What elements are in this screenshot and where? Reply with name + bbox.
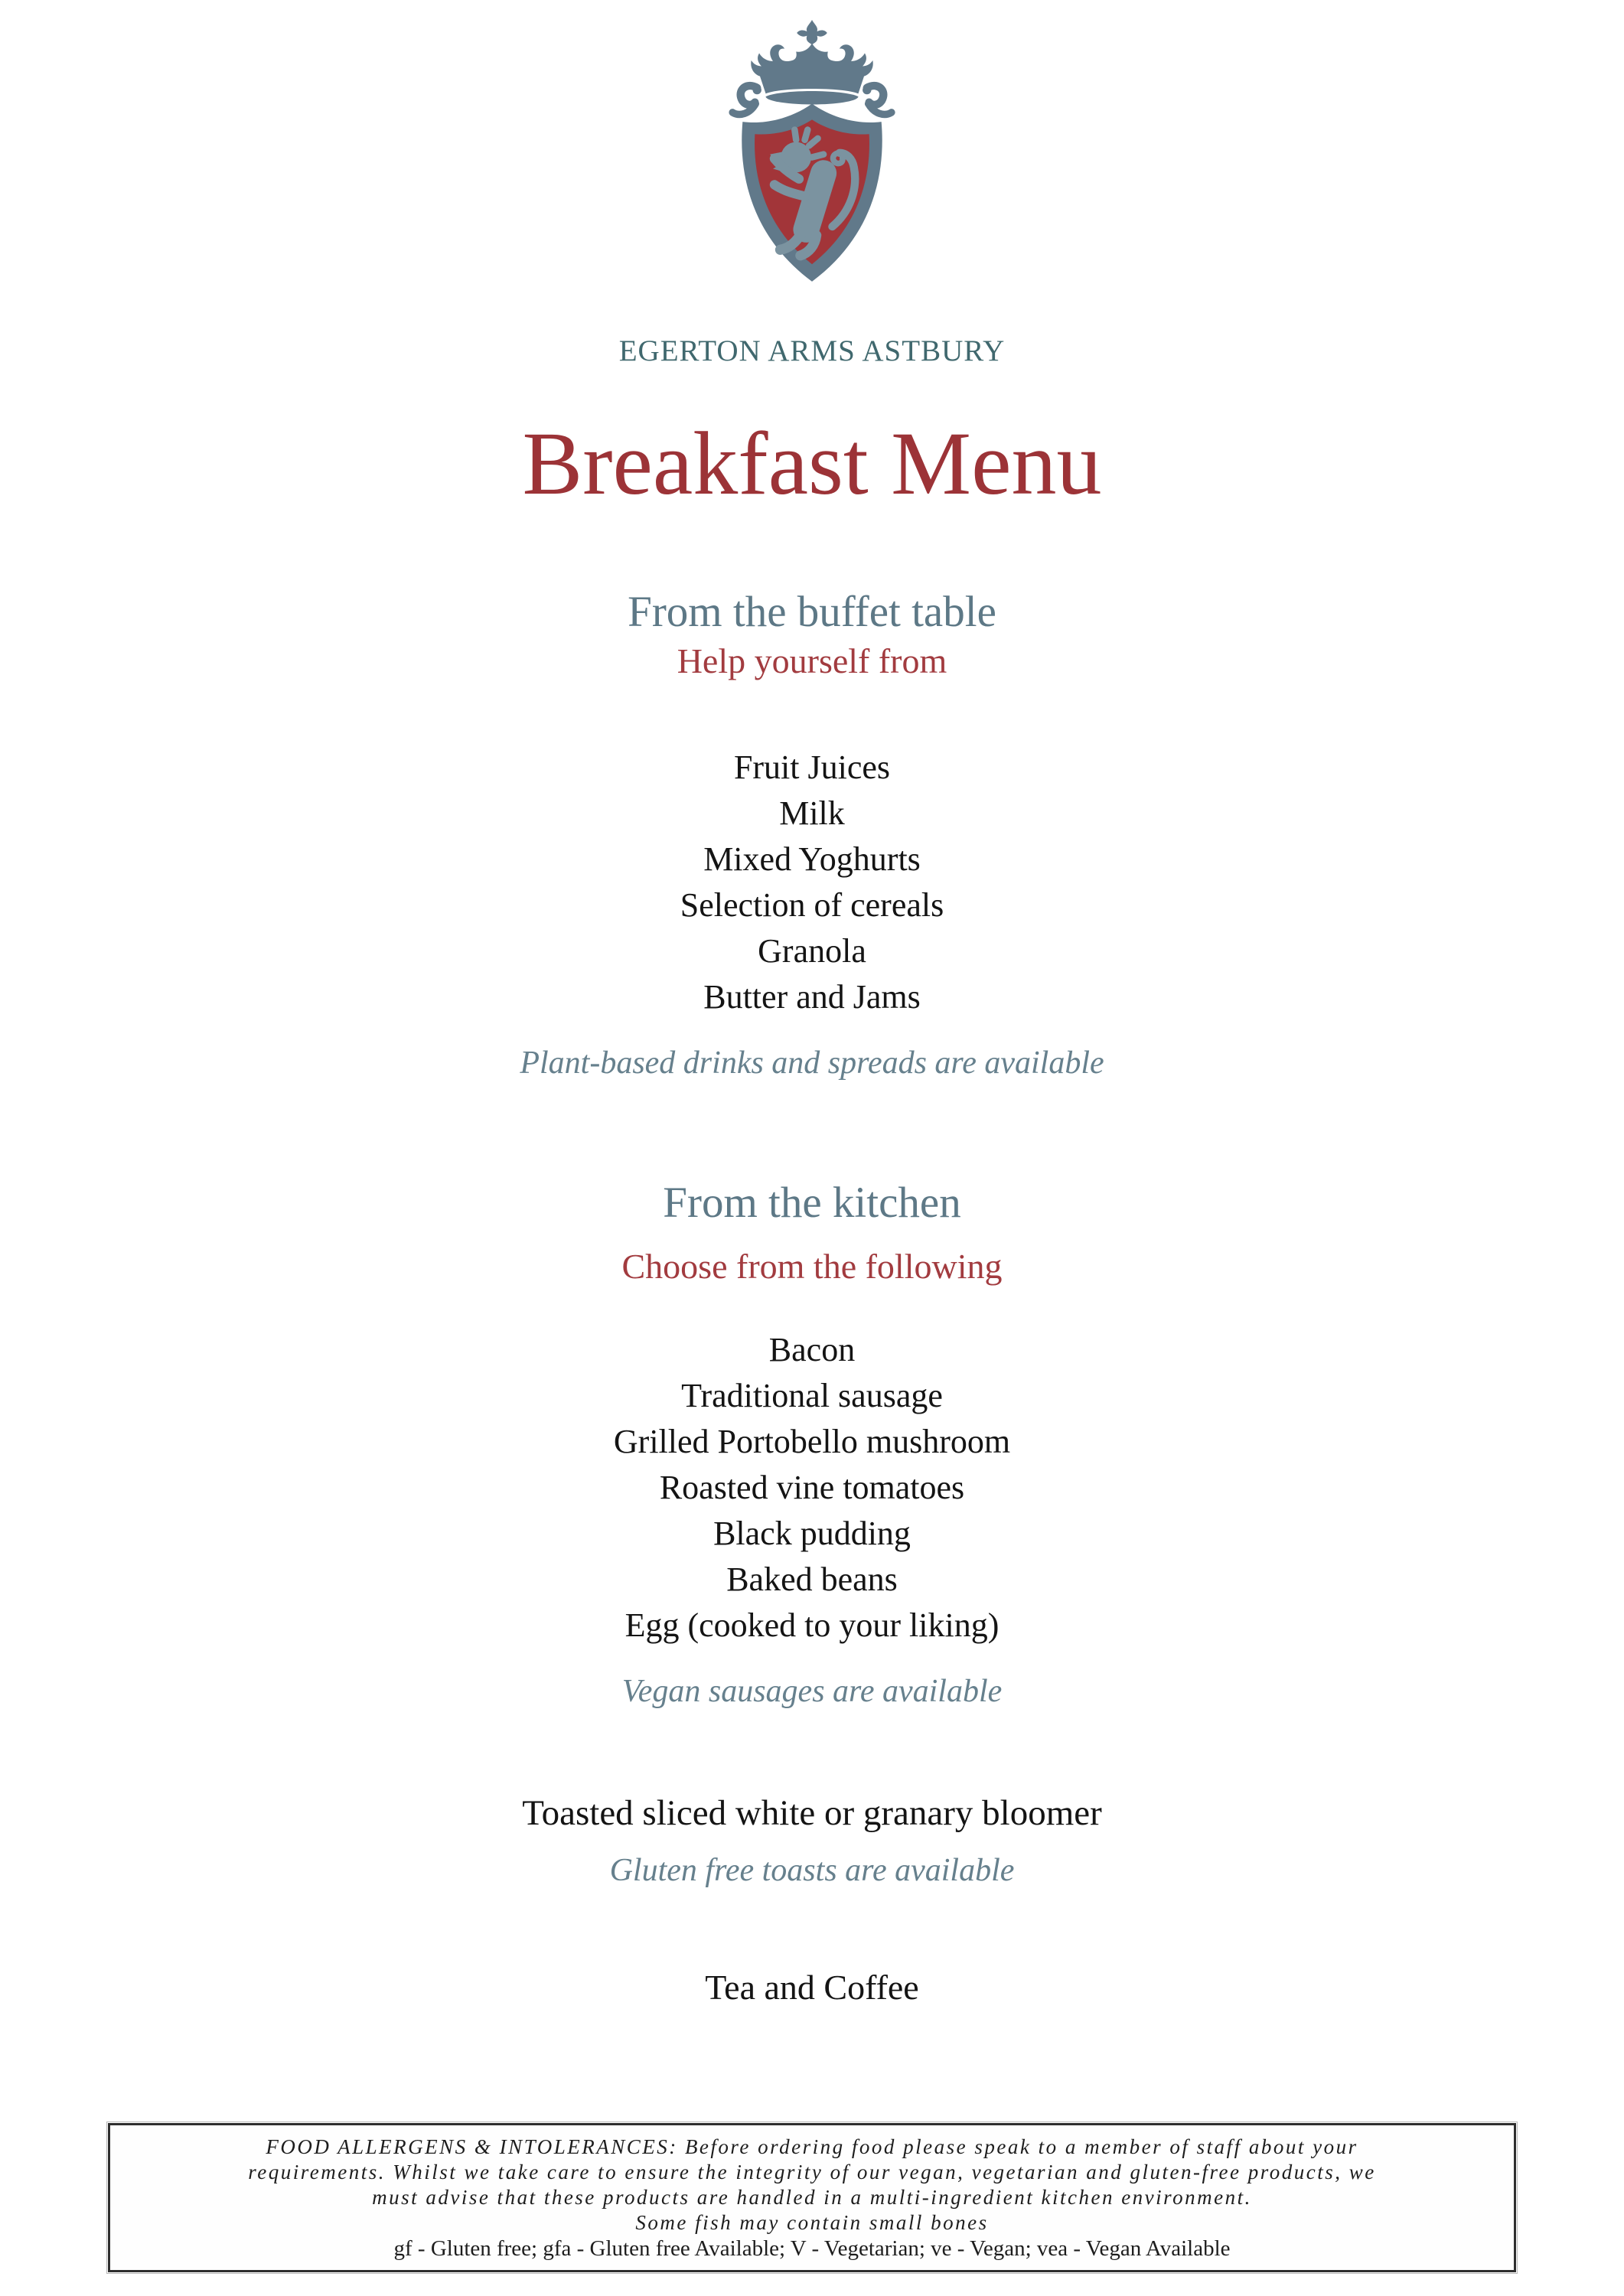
menu-item: Fruit Juices	[733, 748, 891, 786]
menu-item: Traditional sausage	[681, 1377, 943, 1415]
allergen-box	[108, 2123, 1516, 2272]
buffet-heading: From the buffet table	[628, 588, 996, 636]
toast-line: Toasted sliced white or granary bloomer	[522, 1793, 1102, 1834]
menu-item: Granola	[758, 931, 866, 970]
section-buffet	[0, 589, 1624, 1081]
menu-item: Milk	[779, 794, 845, 832]
crest-logo	[682, 18, 942, 334]
menu-item: requirements. Whilst we take care to ensure the integrity of our vegan, vegetarian and gluten-free products, we	[248, 2161, 1376, 2183]
menu-item: Egg (cooked to your liking)	[624, 1606, 1000, 1645]
menu-item: Selection of cereals	[680, 885, 944, 924]
menu-item: Grilled Portobello mushroom	[613, 1423, 1011, 1461]
buffet-subheading: Help yourself from	[677, 641, 947, 680]
menu-item: Some fish may contain small bones	[635, 2211, 989, 2234]
menu-item: Roasted vine tomatoes	[659, 1469, 965, 1507]
kitchen-item-list	[0, 1327, 1624, 1649]
brand-name: EGERTON ARMS ASTBURY	[618, 334, 1006, 367]
menu-item: Baked beans	[726, 1561, 898, 1599]
mantling-right-icon	[863, 86, 892, 114]
drinks-line: Tea and Coffee	[705, 1968, 919, 2007]
brand-block	[0, 0, 1624, 368]
allergen-lines	[126, 2135, 1498, 2236]
menu-item: Black pudding	[713, 1515, 911, 1553]
toast-note: Gluten free toasts are available	[609, 1853, 1015, 1889]
menu-item: Butter and Jams	[703, 977, 921, 1016]
kitchen-heading: From the kitchen	[663, 1178, 961, 1227]
menu-item: Bacon	[768, 1331, 856, 1369]
buffet-note: Plant-based drinks and spreads are available	[520, 1045, 1104, 1081]
menu-item: Mixed Yoghurts	[703, 840, 921, 878]
section-kitchen	[0, 1179, 1624, 1711]
allergen-legend: gf - Gluten free; gfa - Gluten free Available; V - Vegetarian; ve - Vegan; vea - Vegan Available	[393, 2236, 1231, 2261]
crown-icon	[751, 20, 872, 105]
page-title: Breakfast Menu	[522, 413, 1102, 514]
buffet-item-list	[0, 745, 1624, 1020]
kitchen-note: Vegan sausages are available	[621, 1674, 1003, 1710]
mantling-left-icon	[732, 86, 761, 114]
menu-item: FOOD ALLERGENS & INTOLERANCES: Before ordering food please speak to a member of staff about your	[266, 2135, 1358, 2158]
menu-item: must advise that these products are handled in a multi-ingredient kitchen environment.	[372, 2186, 1252, 2209]
kitchen-subheading: Choose from the following	[621, 1247, 1003, 1287]
